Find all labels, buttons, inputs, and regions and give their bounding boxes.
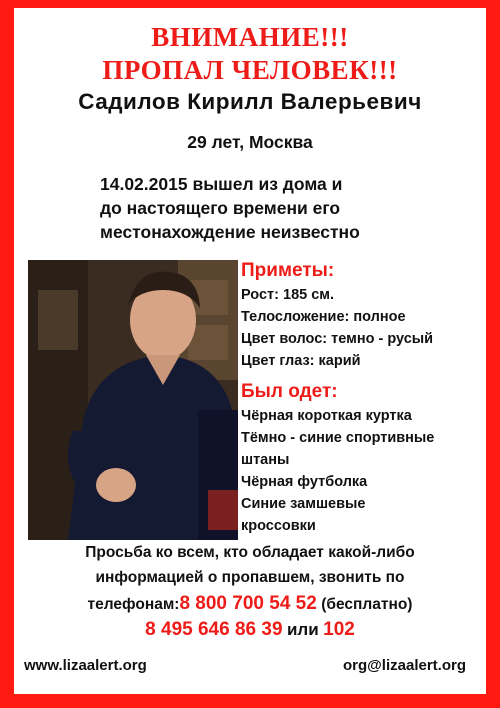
phone-number-2[interactable]: 8 495 646 86 39 [145,619,283,640]
hotline-number[interactable]: 8 800 700 54 52 [179,593,317,614]
phones-label: телефонам: [87,596,180,613]
features-title: Приметы: [241,260,335,281]
clothing-item-6: кроссовки [241,518,316,534]
person-photo [28,260,238,540]
circumstances-line-3: местонахождение неизвестно [100,222,360,242]
person-name: Садилов Кирилл Валерьевич [78,89,422,114]
person-photo-illustration [28,260,238,540]
clothing-item-1: Чёрная короткая куртка [241,408,412,424]
phone-row-2 [14,619,486,641]
website-link[interactable]: www.lizaalert.org [24,657,147,674]
missing-person-heading: ПРОПАЛ ЧЕЛОВЕК!!! [102,55,398,85]
hotline-note: (бесплатно) [321,596,413,613]
circumstances-line-2: до настоящего времени его [100,198,341,218]
phone-row-1 [14,593,486,615]
feature-build: Телосложение: полное [241,309,406,325]
feature-height: Рост: 185 см. [241,287,335,303]
age-city: 29 лет, Москва [187,132,313,152]
clothing-item-3: штаны [241,452,290,468]
plea-line-2: информацией о пропавшем, звонить по [95,569,405,586]
missing-person-poster [14,8,486,694]
circumstances-line-1: 14.02.2015 вышел из дома и [100,174,343,194]
attention-heading: ВНИМАНИЕ!!! [151,22,349,52]
feature-eyes: Цвет глаз: карий [241,353,361,369]
clothing-item-4: Чёрная футболка [241,474,368,490]
feature-hair: Цвет волос: темно - русый [241,331,434,347]
emergency-number[interactable]: 102 [323,619,355,640]
or-text: или [286,620,319,639]
clothing-item-5: Синие замшевые [241,496,366,512]
clothing-title: Был одет: [241,381,338,402]
plea-line-1: Просьба ко всем, кто обладает какой-либо [85,544,415,561]
clothing-item-2: Тёмно - синие спортивные [241,430,435,446]
email-link[interactable]: org@lizaalert.org [343,657,466,674]
